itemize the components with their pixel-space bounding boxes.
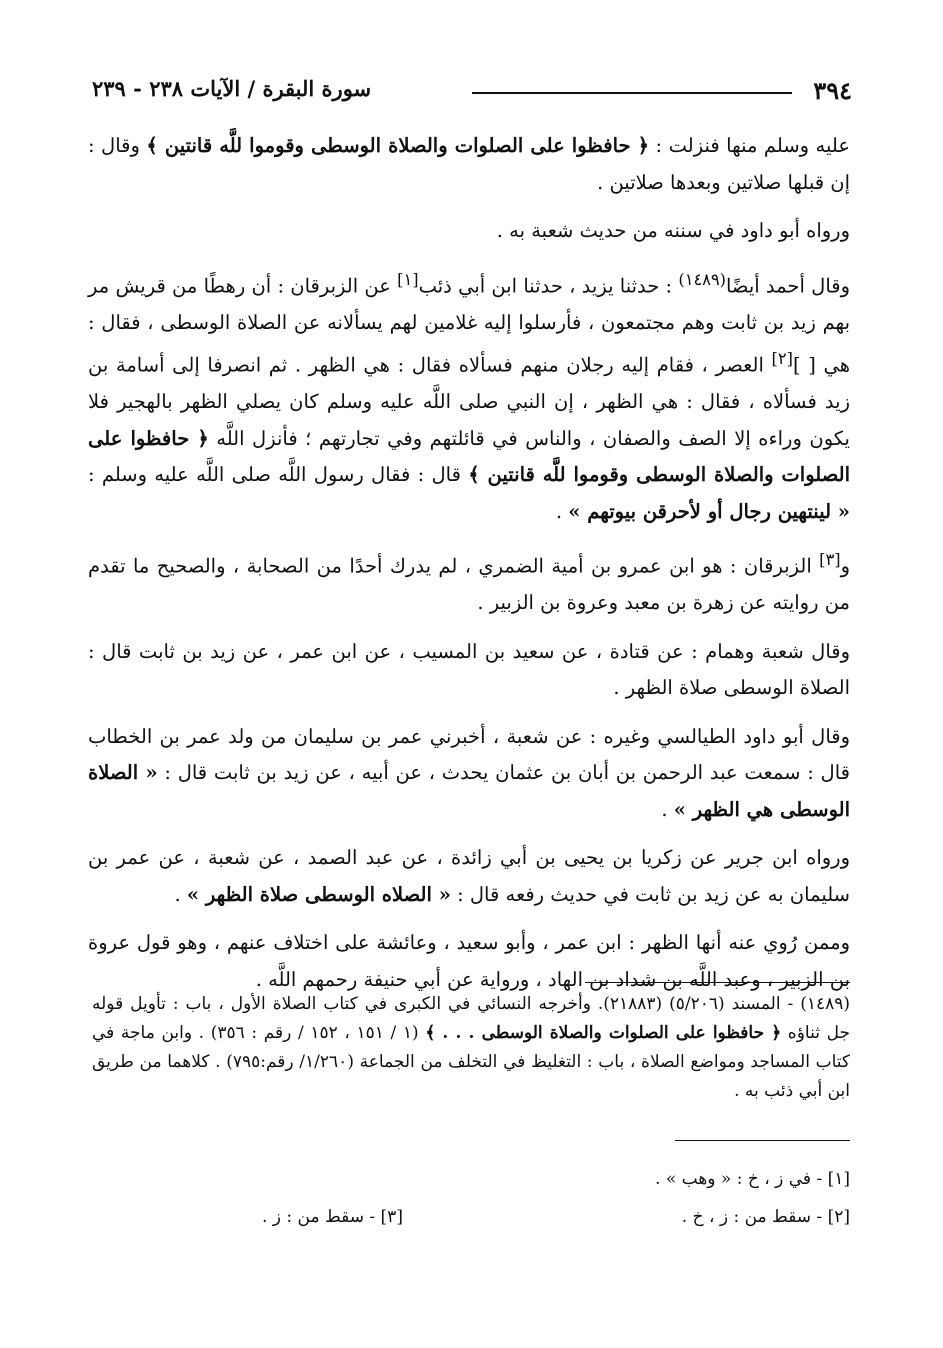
paragraph <box>88 925 850 998</box>
paragraph <box>88 213 850 250</box>
paragraph <box>88 128 850 201</box>
quote-text: ﴿ حافظوا على الصلوات والصلاة الوسطى وقوموا للَّه قانتين ﴾ <box>88 426 850 486</box>
note-1: [١] - في ز ، خ : « وهب » . <box>655 1169 850 1189</box>
text-segment: . <box>555 499 569 523</box>
footnote-1489 <box>92 990 850 1106</box>
footnote-marker: [٣] <box>819 550 841 569</box>
text-segment: . <box>174 882 187 906</box>
quote-text: « الصلاه الوسطى صلاة الظهر » <box>186 882 451 906</box>
text-segment: وقال شعبة وهمام : عن قتادة ، عن سعيد بن المسيب ، عن ابن عمر ، عن زيد بن ثابت قال : الصلاة الوسطى صلاة الظهر . <box>88 639 850 699</box>
text-segment: وممن رُوي عنه أنها الظهر : ابن عمر ، وأبو سعيد ، وعائشة على اختلاف عنهم ، وهو قول عروة بن الزبير ، وعبد اللَّه بن شداد بن الهاد ، ورواية عن أبي حنيفة رحمهم اللَّه . <box>88 931 850 991</box>
paragraph <box>88 542 850 622</box>
paragraph <box>88 840 850 913</box>
text-segment: و <box>840 554 850 578</box>
text-segment: (١ / ١٥١ ، ١٥٢ / رقم : ٣٥٦) . وابن ماجة في كتاب المساجد ومواضع الصلاة ، باب : التغليظ في التخلف من الجماعة (١/٢٦٠/ رقم:٧٩٥) . كلاهما من طريق ابن أبي ذئب به . <box>92 1023 850 1101</box>
running-title: سورة البقرة / الآيات ٢٣٨ - ٢٣٩ <box>92 76 372 101</box>
text-segment: عن الزبرقان : أن رهطًا من قريش مر بهم زيد بن ثابت وهم مجتمعون ، فأرسلوا إليه غلامين لهم يسألانه عن الصلاة الوسطى ، فقال : هي [ ] <box>88 274 850 377</box>
paragraph <box>88 634 850 707</box>
footnote-marker: [١] <box>397 269 419 289</box>
note-2: [٢] - سقط من : ز ، خ . <box>681 1207 850 1227</box>
notes-divider <box>675 1140 850 1141</box>
text-segment: وقال : إن قبلها صلاتين وبعدها صلاتين . <box>88 134 850 194</box>
footnote-marker: (١٤٨٩) <box>678 269 726 289</box>
footnote-marker: [٢] <box>771 349 793 368</box>
text-segment: (١٤٨٩) - المسند (٥/٢٠٦) (٢١٨٨٣). وأخرجه النسائي في الكبرى في كتاب الصلاة الأول ، باب : تأويل قوله جل ثناؤه <box>92 994 850 1043</box>
paragraph <box>88 719 850 829</box>
quote-text: « الصلاة الوسطى هي الظهر » <box>88 761 850 821</box>
text-segment: عليه وسلم منها فنزلت : <box>649 134 850 157</box>
quote-text: « لينتهين رجال أو لأحرقن بيوتهم » <box>568 499 850 523</box>
page-number: ٣٩٤ <box>813 76 852 105</box>
note-row <box>92 1160 850 1198</box>
page-header <box>92 72 852 112</box>
text-segment: ورواه ابن جرير عن زكريا بن يحيى بن أبي زائدة ، عن عبد الصمد ، عن شعبة ، عن عمر بن سليمان به عن زيد بن ثابت في حديث رفعه قال : <box>88 846 850 906</box>
text-segment: ورواه أبو داود في سننه من حديث شعبة به . <box>496 219 850 242</box>
paragraph <box>88 262 850 531</box>
note-3: [٣] - سقط من : ز . <box>262 1207 403 1227</box>
text-segment: العصر ، فقام إليه رجلان منهم فسألاه فقال : هي الظهر . ثم انصرفا إلى أسامة بن زيد فسألاه ، فقال : هي الظهر ، إن النبي صلى اللَّه عليه وسلم كان يصلي الظهر بالهجير فلا يكون وراءه إلا الصف والصفان ، والناس في قائلتهم وفي تجارتهم ؛ فأنزل اللَّه <box>88 353 850 450</box>
header-rule <box>472 92 792 94</box>
quote-text: ﴿ حافظوا على الصلوات والصلاة الوسطى . . . ﴾ <box>425 1023 782 1043</box>
text-segment: وقال أحمد أيضًا <box>725 274 850 297</box>
text-segment: قال : فقال رسول اللَّه صلى اللَّه عليه وسلم : <box>88 463 469 486</box>
text-segment: الزبرقان : هو ابن عمرو بن أمية الضمري ، لم يدرك أحدًا من الصحابة ، والصحيح ما تقدم من روايته عن زهرة بن معبد وعروة بن الزبير . <box>88 554 850 614</box>
text-segment: . <box>661 797 674 821</box>
editorial-notes <box>92 1160 850 1236</box>
footnote-divider <box>585 982 850 983</box>
quote-text: ﴿ حافظوا على الصلوات والصلاة الوسطى وقوموا للَّه قانتين ﴾ <box>146 134 650 157</box>
text-segment: وقال أبو داود الطيالسي وغيره : عن شعبة ، أخبرني عمر بن سليمان من ولد عمر بن الخطاب قال : سمعت عبد الرحمن بن أبان بن عثمان يحدث ، عن أبيه ، عن زيد بن ثابت قال : <box>88 724 850 784</box>
main-text <box>88 128 850 1010</box>
text-segment: : حدثنا يزيد ، حدثنا ابن أبي ذئب <box>418 274 679 297</box>
note-row <box>92 1198 850 1236</box>
